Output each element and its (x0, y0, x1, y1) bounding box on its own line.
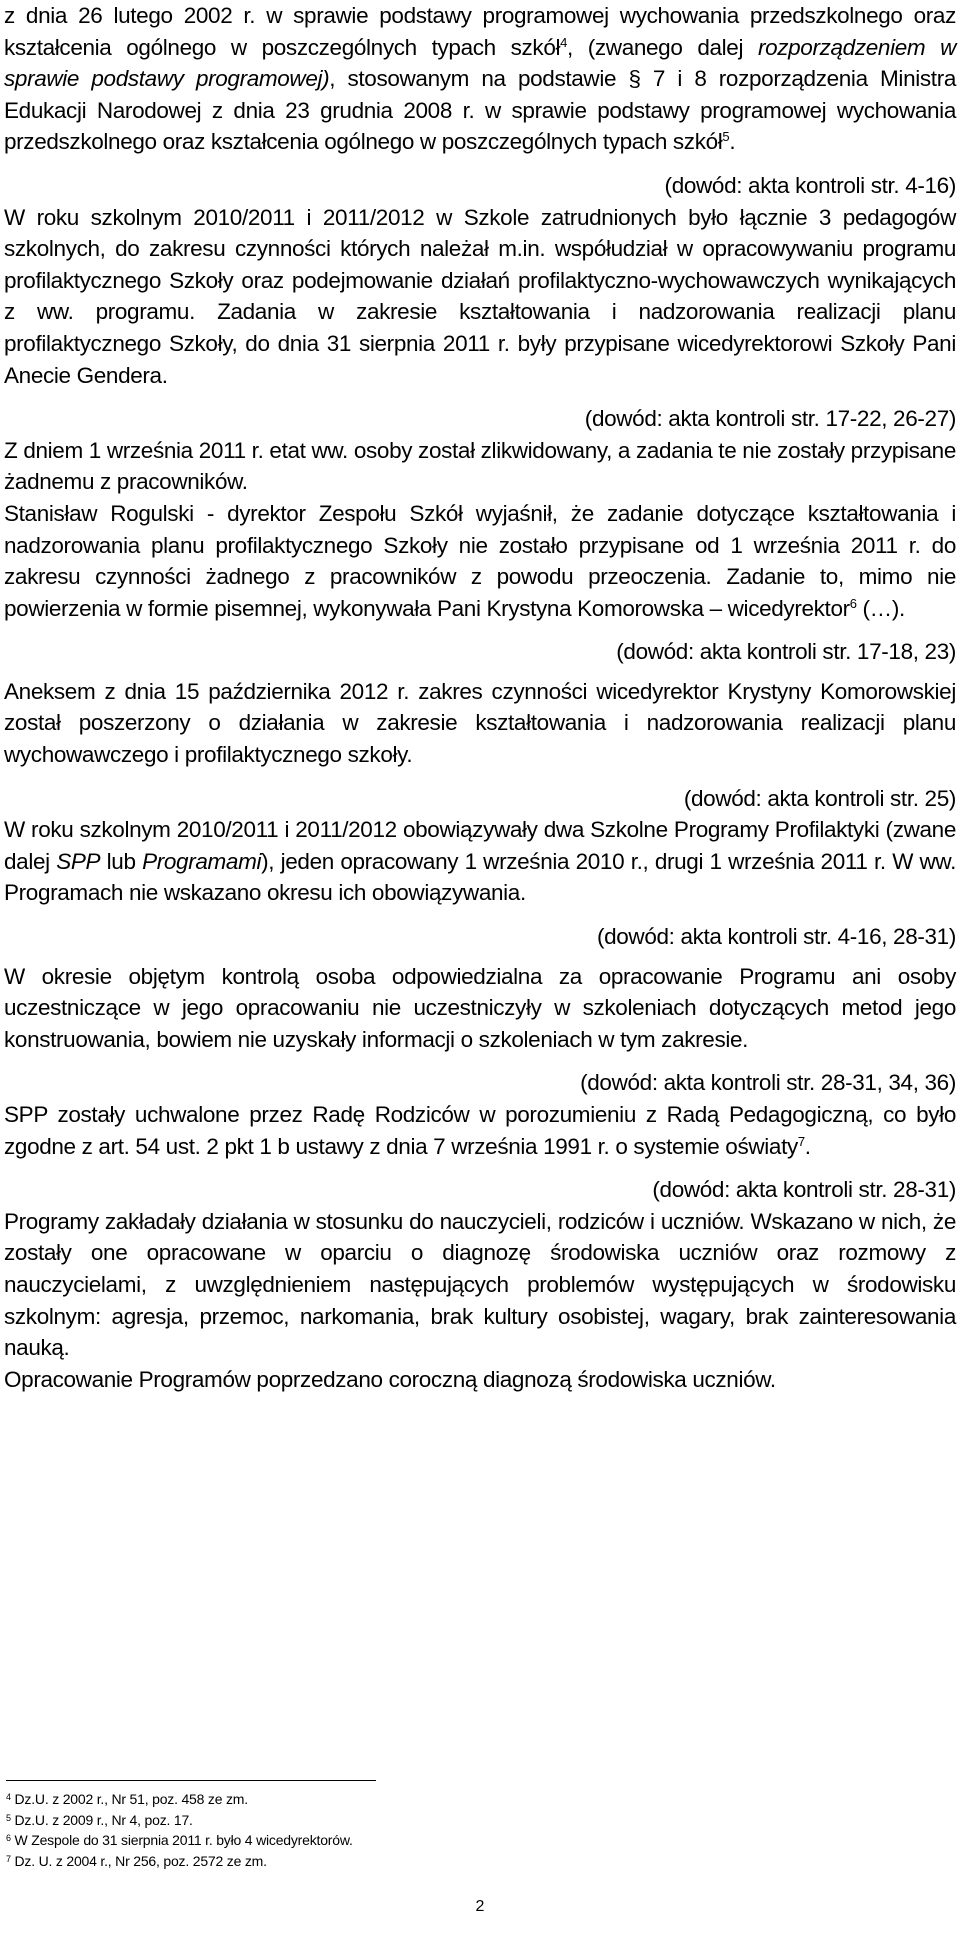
evidence-reference: (dowód: akta kontroli str. 4-16, 28-31) (596, 924, 956, 950)
text-run: . (729, 129, 736, 155)
text-run: , (zwanego dalej (567, 34, 758, 60)
evidence-reference: (dowód: akta kontroli str. 28-31) (652, 1177, 956, 1203)
paragraph (4, 0, 956, 158)
evidence-reference: (dowód: akta kontroli str. 4-16) (664, 172, 956, 198)
italic-term: Programami (142, 848, 262, 874)
footnote-ref: 5 (722, 129, 730, 145)
footnote-ref: 6 (849, 595, 857, 611)
italic-term: rozporządzeniem w sprawie podstawy programowej) (4, 34, 956, 92)
paragraph (4, 435, 956, 498)
text-run: W okresie objętym kontrolą osoba odpowiedzialna za opracowanie Programu ani osoby uczestniczące w jego opracowaniu nie uczestniczyły w szkoleniach dotyczących metod jego konstruowania, bowiem nie uzyskały informacji o szkoleniach w tym zakresie. (4, 963, 956, 1052)
text-run: W roku szkolnym 2010/2011 i 2011/2012 obowiązywały dwa Szkolne Programy Profilaktyki (zwane dalej (4, 817, 956, 874)
footnote-text: Dz.U. z 2002 r., Nr 51, poz. 458 ze zm. (14, 1791, 248, 1807)
text-run: lub (100, 848, 143, 874)
footnote-separator (6, 1780, 376, 1781)
footnote-number: 7 (6, 1853, 11, 1864)
footnote-ref: 7 (797, 1133, 805, 1149)
evidence-reference: (dowód: akta kontroli str. 17-18, 23) (616, 639, 956, 665)
document-body (4, 0, 956, 1395)
text-run: (…). (856, 595, 905, 621)
footnote (6, 1810, 353, 1831)
evidence-reference: (dowód: akta kontroli str. 17-22, 26-27) (584, 406, 956, 432)
footnote (6, 1830, 353, 1851)
paragraph (4, 1364, 956, 1396)
text-run: Stanisław Rogulski - dyrektor Zespołu Szkół wyjaśnił, że zadanie dotyczące kształtowania i nadzorowania planu profilaktycznego Szkoły nie zostało przypisane od 1 września 2011 r. do zakresu czynności żadnego z pracowników z powodu przeoczenia. Zadanie to, mimo nie powierzenia w formie pisemnej, wykonywała Pani Krystyna Komorowska – wicedyrektor (4, 500, 956, 621)
text-run: . (804, 1133, 811, 1159)
footnote-text: W Zespole do 31 sierpnia 2011 r. było 4 wicedyrektorów. (14, 1832, 353, 1848)
paragraph (4, 1099, 956, 1162)
paragraph (4, 814, 956, 909)
paragraph (4, 202, 956, 392)
text-run: , stosowanym na podstawie § 7 i 8 rozporządzenia Ministra Edukacji Narodowej z dnia 23 grudnia 2008 r. w sprawie podstawy programowej wychowania przedszkolnego oraz kształcenia ogólnego w poszczególnych typach szkół (4, 66, 956, 155)
evidence-reference: (dowód: akta kontroli str. 28-31, 34, 36) (580, 1070, 956, 1096)
footnote-number: 4 (6, 1792, 11, 1802)
paragraph (4, 961, 956, 1056)
footnote-text: Dz.U. z 2009 r., Nr 4, poz. 17. (14, 1811, 193, 1828)
text-run: Z dniem 1 września 2011 r. etat ww. osoby został zlikwidowany, a zadania te nie zostały przypisane żadnemu z pracowników. (4, 437, 956, 495)
text-run: Aneksem z dnia 15 października 2012 r. zakres czynności wicedyrektor Krystyny Komorowskiej został poszerzony o działania w zakresie kształtowania i nadzorowania realizacji planu wychowawczego i profilaktycznego szkoły. (4, 678, 956, 768)
text-run: W roku szkolnym 2010/2011 i 2011/2012 w Szkole zatrudnionych było łącznie 3 pedagogów szkolnych, do zakresu czynności których należał m.in. współudział w opracowywaniu programu profilaktycznego Szkoły oraz podejmowanie działań profilaktyczno-wychowawczych wynikających z ww. programu. Zadania w zakresie kształtowania i nadzorowania realizacji planu profilaktycznego Szkoły, do dnia 31 sierpnia 2011 r. były przypisane wicedyrektorowi Szkoły Pani Anecie Gendera. (4, 204, 956, 388)
text-run: SPP zostały uchwalone przez Radę Rodziców w porozumieniu z Radą Pedagogiczną, co było zgodne z art. 54 ust. 2 pkt 1 b ustawy z dnia 7 września 1991 r. o systemie oświaty (4, 1102, 956, 1159)
text-run: Programy zakładały działania w stosunku do nauczycieli, rodziców i uczniów. Wskazano w nich, że zostały one opracowane w oparciu o diagnozę środowiska uczniów oraz rozmowy z nauczycielami, z uwzględnieniem następujących problemów występujących w środowisku szkolnym: agresja, przemoc, narkomania, brak kultury osobistej, wagary, brak zainteresowania nauką. (4, 1208, 956, 1361)
text-run: z dnia 26 lutego 2002 r. w sprawie podstawy programowej wychowania przedszkolnego oraz kształcenia ogólnego w poszczególnych typach szkół (4, 3, 956, 60)
footnote-number: 6 (6, 1833, 11, 1843)
italic-term: SPP (56, 848, 101, 874)
paragraph (4, 498, 956, 624)
footnote (6, 1851, 353, 1872)
footnote (6, 1789, 353, 1810)
page-number: 2 (475, 1898, 485, 1915)
text-run: ), jeden opracowany 1 września 2010 r., drugi 1 września 2011 r. W ww. Programach nie wskazano okresu ich obowiązywania. (4, 848, 956, 906)
footnotes (6, 1789, 353, 1871)
footnote-ref: 4 (560, 34, 568, 50)
footnote-text: Dz. U. z 2004 r., Nr 256, poz. 2572 ze zm. (14, 1852, 267, 1869)
paragraph (4, 676, 956, 771)
footnote-number: 5 (6, 1812, 11, 1823)
evidence-reference: (dowód: akta kontroli str. 25) (683, 785, 956, 811)
text-run: Opracowanie Programów poprzedzano coroczną diagnozą środowiska uczniów. (4, 1366, 776, 1392)
paragraph (4, 1206, 956, 1364)
